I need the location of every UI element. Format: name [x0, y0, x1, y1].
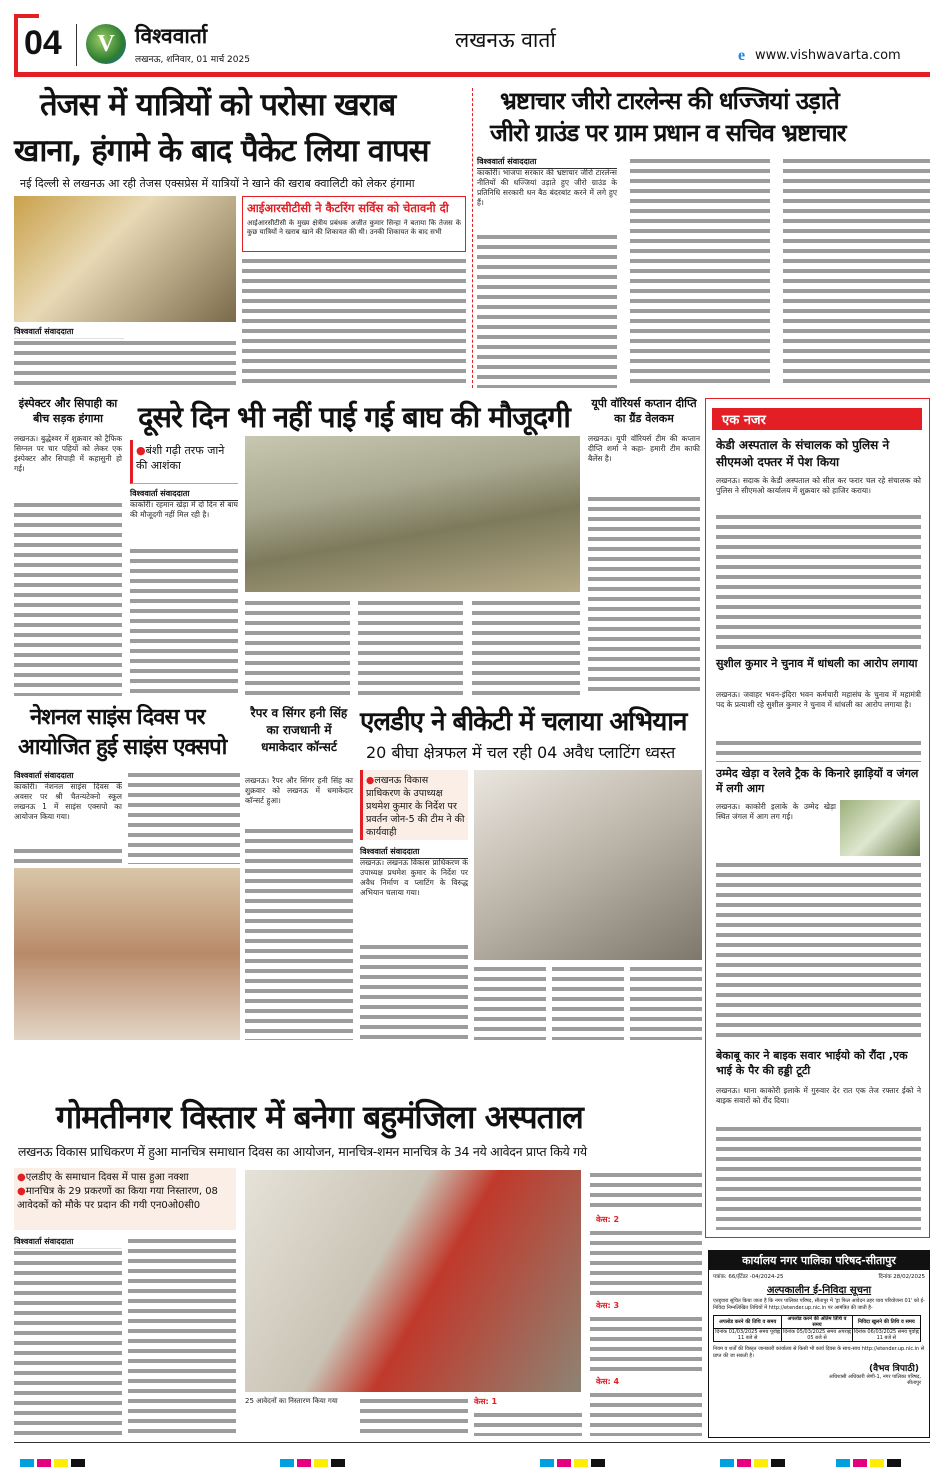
highlight-box	[130, 440, 238, 484]
table-cell: दिनांक 06/03/2025 समय पूर्वाह्न 11 बजे से	[853, 1329, 919, 1341]
table-cell: दिनांक 05/03/2025 समय अपराह्न 05 बजे से	[783, 1329, 851, 1341]
article-body	[590, 1314, 702, 1372]
case-label: केस: 1	[474, 1397, 498, 1406]
headline: तेजस में यात्रियों को परोसा खराब	[40, 87, 396, 123]
color-registration-bar	[280, 1452, 348, 1471]
article-body	[360, 942, 468, 1040]
article-body	[14, 846, 122, 864]
headline: बेकाबू कार ने बाइक सवार भाईयो को रौंदा ,एक भाई के पैर की हड्डी टूटी	[716, 1049, 908, 1077]
table-header: निविदा खुलने की तिथि व समय	[852, 1316, 920, 1329]
highlight-box	[242, 196, 466, 252]
article-body	[716, 860, 921, 1040]
headline: खाना, हंगामे के बाद पैकेट लिया वापस	[14, 133, 429, 169]
ad-table	[713, 1315, 921, 1342]
headline: गोमतीनगर विस्तार में बनेगा बहुमंजिला अस्पताल	[56, 1098, 583, 1136]
article-body	[716, 512, 921, 652]
article-body	[783, 156, 930, 388]
article-body	[590, 1390, 702, 1436]
headline: दूसरे दिन भी नहीं पाई गई बाघ की मौजूदगी	[138, 400, 570, 434]
article-lead: लखनऊ। जवाहर भवन-इंदिरा भवन कर्मचारी महासंघ के चुनाव में महामंत्री पद के प्रत्याशी रहे सुशील कुमार ने चुनाव में धांधली का आरोप लगाया है।	[716, 690, 921, 709]
ad-footer: नियम व शर्तों की विस्तृत जानकारी कार्यालय से किसी भी कार्य दिवस के साथ-साथ http://etender.up.nic.in से प्राप्त की जा सकती है।	[713, 1346, 925, 1359]
article-body	[474, 1410, 582, 1436]
headline: जीरो ग्राउंड पर ग्राम प्रधान व सचिव भ्रष्टाचार	[490, 119, 846, 147]
tender-notice-ad	[708, 1250, 930, 1438]
bullet-icon: ●	[136, 444, 146, 457]
headline: आयोजित हुई साइंस एक्सपो	[18, 735, 227, 760]
masthead-border	[14, 72, 930, 77]
table-header: अपलोड करने की अंतिम तिथि व समय	[782, 1316, 852, 1329]
article-body	[630, 964, 702, 1040]
color-registration-bar	[20, 1452, 88, 1471]
ad-signatory: (वैभव त्रिपाठी)	[869, 1364, 919, 1374]
bullet-icon: ●	[17, 1186, 26, 1197]
article-lead: लखनऊ। सदाक के केडी अस्पताल को सील कर फरार चल रहे संचालक को पुलिस ने सीएमओ कार्यालय में शुक्रवार को हाजिर कराया।	[716, 476, 921, 495]
brand-logo: V	[86, 24, 126, 64]
headline: एलडीए ने बीकेटी में चलाया अभियान	[360, 707, 687, 737]
ad-intro: एतद्द्वारा सूचित किया जाता है कि नगर पालिका परिषद, सीतापुर में 'ड्रा फिल आवेदन ठहर व्यय परियोजना 01' को ई-निविदा निम्नलिखित तिथियों में http://etender.up.nic.in पर आमंत्रित की जाती है-	[713, 1298, 925, 1311]
website-link[interactable]: www.vishwavarta.com	[755, 48, 901, 63]
column-divider	[472, 88, 473, 388]
case-label: केस: 3	[596, 1301, 620, 1310]
color-registration-bar	[540, 1452, 608, 1471]
byline: विश्ववार्ता संवाददाता	[130, 488, 238, 501]
divider	[76, 24, 77, 66]
article-body	[472, 598, 580, 696]
article-lead: लखनऊ। यूपी वॉरियर्स टीम की कप्तान दीप्ति शर्मा ने कहा- हमारी टीम काफी बैलेंस है।	[588, 434, 700, 463]
byline: विश्ववार्ता संवाददाता	[477, 156, 617, 169]
article-lead: लखनऊ। थाना काकोरी इलाके में गुरुवार देर रात एक तेज रफ्तार ईको ने बाइक सवारों को रौंद दिया।	[716, 1086, 921, 1105]
box-text: बंशी गढ़ी तरफ जाने की आशंका	[136, 444, 225, 472]
ad-designation: अधिशासी अधिकारी श्रेणी-1, नगर पालिका परिषद, सीतापुर	[828, 1374, 921, 1386]
article-body	[590, 1170, 702, 1210]
headline: नेशनल साइंस दिवस पर	[30, 705, 205, 730]
science-expo-photo	[14, 868, 240, 1040]
color-registration-bar	[720, 1452, 788, 1471]
ad-title: कार्यालय नगर पालिका परिषद-सीतापुर	[709, 1251, 929, 1270]
photo-caption: 25 आवेदनों का निस्तारण किया गया	[245, 1397, 338, 1405]
ad-ref: पत्रांक: 66/ईटेंडर -04/2024-25	[713, 1274, 784, 1280]
box-title: आईआरसीटीसी ने कैटरिंग सर्विस को चेतावनी दी	[247, 201, 449, 215]
demolition-photo	[474, 770, 702, 960]
fire-photo	[840, 800, 920, 856]
subheadline: नई दिल्ली से लखनऊ आ रही तेजस एक्सप्रेस में यात्रियों ने खाने की खराब क्वालिटी को लेकर हंगामा	[20, 177, 415, 190]
article-body	[477, 232, 617, 388]
box-text: आईआरसीटीसी के मुख्य क्षेत्रीय प्रबंधक अजीत कुमार सिन्हा ने बताया कि तेजस के कुछ यात्रियों ने खराब खाने की शिकायत की थी। उनकी शिकायत के बाद सभी	[247, 219, 461, 236]
article-lead: लखनऊ। काकोरी इलाके के उम्मेद खेड़ा स्थित जंगल में आग लग गई।	[716, 802, 836, 821]
box-text: लखनऊ विकास प्राधिकरण के उपाध्यक्ष प्रथमेश कुमार के निर्देश पर प्रवर्तन जोन-5 की टीम ने की कार्यवाही	[366, 775, 465, 838]
headline: इंस्पेक्टर और सिपाही का बीच सड़क हंगामा	[18, 397, 118, 425]
article-body	[128, 1236, 236, 1436]
subheadline: 20 बीघा क्षेत्रफल में चल रही 04 अवैध प्लाटिंग ध्वस्त	[366, 743, 676, 762]
meeting-photo	[245, 1170, 581, 1392]
headline: उम्मेद खेड़ा व रेलवे ट्रैक के किनारे झाड़ियों व जंगल में लगी आग	[716, 767, 919, 795]
article-body	[128, 770, 240, 864]
bullet-item: ●एलडीए के समाधान दिवस में पास हुआ नक्शा	[17, 1172, 189, 1183]
brand-name: विश्ववार्ता	[135, 24, 208, 48]
case-label: केस: 4	[596, 1377, 620, 1386]
byline: विश्ववार्ता संवाददाता	[360, 846, 468, 859]
article-body	[552, 964, 624, 1040]
byline: विश्ववार्ता संवाददाता	[14, 770, 122, 783]
bullet-icon: ●	[17, 1172, 26, 1183]
headline: यूपी वॉरियर्स कप्तान दीप्ति का ग्रैंड वेलकम	[591, 397, 697, 425]
headline: केडी अस्पताल के संचालक को पुलिस ने सीएमओ दफ्तर में पेश किया	[716, 438, 890, 469]
byline: विश्ववार्ता संवाददाता	[14, 1236, 122, 1249]
article-body	[242, 256, 466, 388]
article-body	[245, 826, 353, 1040]
article-body	[358, 598, 463, 696]
table-cell: दिनांक 01/03/2025 समय पूर्वाह्न 11 बजे से	[715, 1329, 781, 1341]
byline: विश्ववार्ता संवाददाता	[14, 326, 124, 339]
article-lead: लखनऊ। रैपर और सिंगर हनी सिंह का शुक्रवार को लखनऊ में धमाकेदार कॉन्सर्ट हुआ।	[245, 776, 353, 805]
article-body	[716, 1124, 921, 1230]
browser-icon: e	[738, 47, 746, 64]
article-body	[245, 598, 350, 696]
article-body	[588, 494, 700, 696]
headline: सुशील कुमार ने चुनाव में धांधली का आरोप लगाया	[716, 657, 918, 670]
panel-label: एक नजर	[712, 408, 922, 430]
color-registration-bar	[836, 1452, 904, 1471]
section-title: लखनऊ वार्ता	[455, 28, 556, 52]
masthead-border	[14, 14, 18, 76]
article-lead: काकोरी। नेशनल साइंस दिवस के अवसर पर श्री चैतन्यटेक्नो स्कूल लखनऊ 1 में साइंस एक्सपो का आयोजन किया गया।	[14, 782, 122, 821]
article-lead: काकोरी। भाजपा सरकार की भ्रष्टाचार जीरो टारलेन्स नीतियों की धज्जियां उड़ाते हुए जीरो ग्राउंड के प्रतिनिधि सरकारी धन बैठ बंदरबांट करने में लगे हुए हैं।	[477, 168, 617, 207]
highlight-box	[14, 1168, 236, 1230]
train-food-photo	[14, 196, 236, 322]
article-body	[474, 964, 546, 1040]
subheadline: लखनऊ विकास प्राधिकरण में हुआ मानचित्र समाधान दिवस का आयोजन, मानचित्र-शमन मानचित्र के 34 नये आवेदन प्राप्त किये गये	[18, 1144, 587, 1159]
highlight-box	[360, 770, 468, 840]
bullet-icon: ●	[366, 775, 375, 786]
article-lead: लखनऊ। लखनऊ विकास प्राधिकरण के उपाध्यक्ष प्रथमेश कुमार के निर्देश पर अवैध निर्माण व प्लाटिंग के विरुद्ध अभियान चलाया गया।	[360, 858, 468, 897]
ad-date: दिनांक 28/02/2025	[878, 1274, 925, 1280]
article-body	[716, 738, 921, 762]
footer-rule	[14, 1442, 930, 1443]
forest-search-photo	[245, 436, 580, 592]
article-body	[14, 500, 122, 696]
page-number: 04	[24, 24, 62, 62]
table-header: अपलोड करने की तिथि व समय	[714, 1316, 782, 1329]
case-label: केस: 2	[596, 1215, 620, 1224]
edition-date: लखनऊ, शनिवार, 01 मार्च 2025	[135, 55, 250, 65]
article-body	[590, 1228, 702, 1296]
article-body	[14, 338, 236, 388]
article-body	[360, 1396, 468, 1436]
article-body	[14, 1248, 122, 1436]
article-body	[130, 546, 238, 696]
article-lead: लखनऊ। बुद्धेश्वर में शुक्रवार को ट्रैफिक सिग्नल पर चार पहियों को लेकर एक इंस्पेक्टर और सिपाही में कहासुनी हो गई।	[14, 434, 122, 473]
bullet-item: ●मानचित्र के 29 प्रकरणों का किया गया निस्तारण, 08 आवेदकों को मौके पर प्रदान की गयी एन0ओ0सी0	[17, 1186, 218, 1211]
article-body	[630, 156, 770, 388]
article-lead: काकोरी। रहमान खेड़ा में दो दिन से बाघ की मौजूदगी नहीं मिल रही है।	[130, 500, 238, 519]
headline: भ्रष्टाचार जीरो टारलेन्स की धज्जियां उड़ाते	[500, 87, 839, 115]
headline: रैपर व सिंगर हनी सिंह का राजधानी में धमाकेदार कॉन्सर्ट	[250, 706, 348, 754]
ad-heading: अल्पकालीन ई-निविदा सूचना	[766, 1285, 872, 1296]
